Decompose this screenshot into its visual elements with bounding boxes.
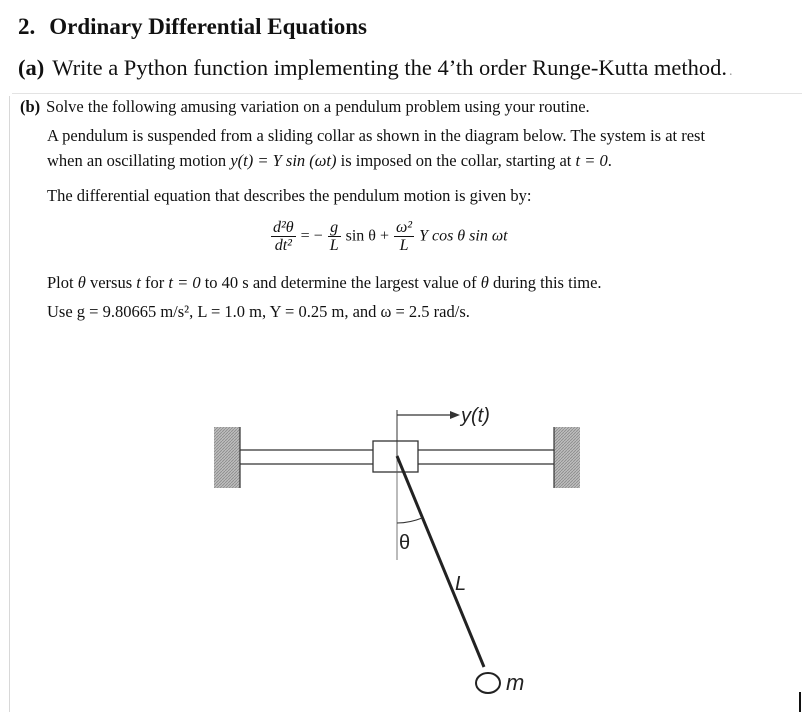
- plot-final: during this time.: [492, 273, 602, 292]
- angle-arc: [397, 518, 422, 523]
- rhs-tail: Y cos θ sin ωt: [419, 227, 508, 245]
- plot-end: to 40 s and determine the largest value of: [204, 273, 477, 292]
- motion-function: y(t) = Y sin (ωt): [230, 151, 337, 170]
- part-b-label: (b): [20, 97, 41, 116]
- desc-pre: when an oscillating motion: [47, 151, 227, 170]
- arrow-head-icon: [450, 411, 460, 419]
- length-label: L: [455, 573, 467, 595]
- plot-for: for: [144, 273, 165, 292]
- plot-theta: θ: [77, 273, 86, 292]
- desc-mid: is imposed on the collar, starting at: [340, 151, 572, 170]
- part-a-tail: .: [729, 64, 733, 79]
- part-a-text: Write a Python function implementing the 4’th order Runge-Kutta method.: [52, 55, 728, 80]
- lhs-denominator: dt²: [274, 237, 292, 254]
- sliding-collar: [373, 441, 418, 472]
- text-cursor: [799, 692, 801, 712]
- theta-label: θ: [399, 532, 411, 554]
- plot-pre: Plot: [47, 273, 74, 292]
- plot-t: t: [136, 273, 141, 292]
- left-wall: [214, 427, 240, 488]
- desc-end: .: [607, 151, 612, 170]
- part-b-intro-text: Solve the following amusing variation on a pendulum problem using your routine.: [46, 97, 590, 116]
- omega-numerator: ω²: [395, 219, 413, 236]
- g-numerator: g: [328, 219, 341, 237]
- right-wall: [554, 427, 580, 488]
- sin-theta-term: sin θ +: [345, 227, 389, 245]
- plot-versus: versus: [89, 273, 133, 292]
- parameters-line: Use g = 9.80665 m/s², L = 1.0 m, Y = 0.25 m, and ω = 2.5 rad/s.: [47, 302, 470, 321]
- section-title: Ordinary Differential Equations: [49, 14, 368, 39]
- l-denominator-1: L: [329, 237, 339, 254]
- l-denominator-2: L: [399, 237, 409, 254]
- y-label: y(t): [461, 405, 490, 427]
- part-a-label: (a): [18, 55, 45, 80]
- equals-sign: = −: [300, 227, 323, 245]
- plot-theta-2: θ: [480, 273, 489, 292]
- description-line-1: A pendulum is suspended from a sliding collar as shown in the diagram below. The system is at rest: [47, 126, 706, 145]
- start-time: t = 0: [575, 151, 608, 170]
- section-number: 2.: [18, 14, 36, 39]
- pendulum-mass: [476, 673, 500, 693]
- plot-range: t = 0: [168, 273, 201, 292]
- lhs-numerator: d²θ: [273, 219, 294, 236]
- mass-label: m: [506, 670, 525, 695]
- equation-intro: The differential equation that describes the pendulum motion is given by:: [47, 186, 532, 205]
- pendulum-rod: [397, 456, 484, 667]
